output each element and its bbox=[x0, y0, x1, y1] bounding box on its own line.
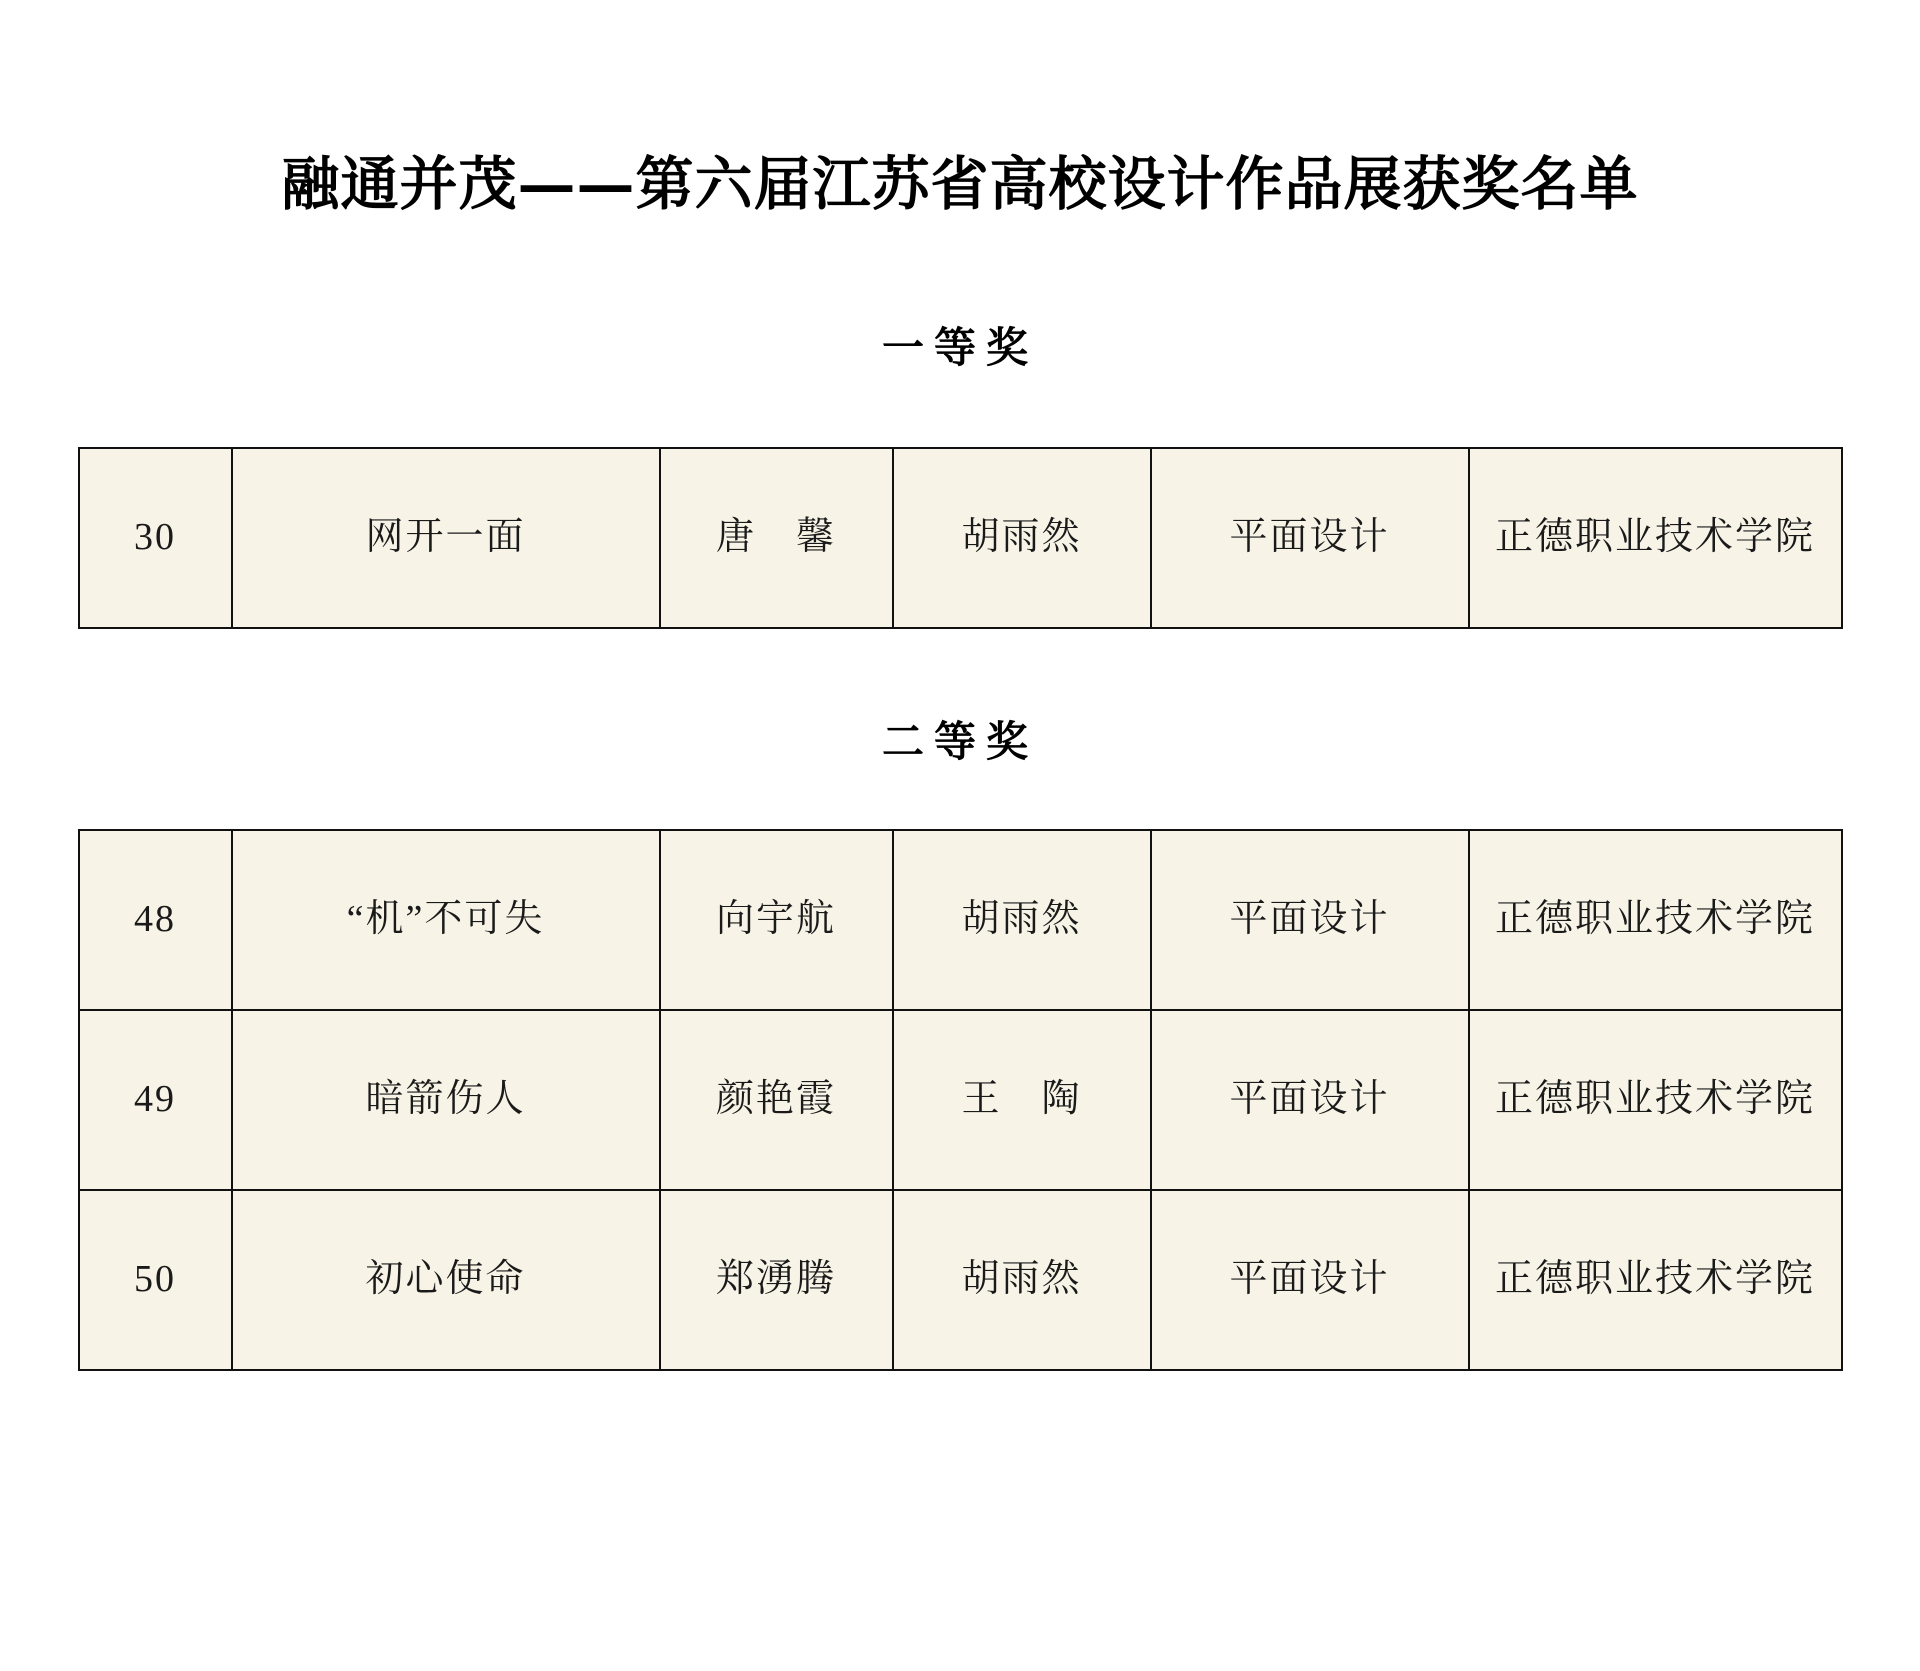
second-prize-table bbox=[78, 829, 1843, 1371]
cell-tutor: 胡雨然 bbox=[893, 1190, 1151, 1370]
cell-tutor: 胡雨然 bbox=[893, 448, 1151, 628]
second-prize-table-wrap bbox=[0, 769, 1920, 1371]
cell-author: 唐 馨 bbox=[660, 448, 893, 628]
table-row bbox=[79, 1190, 1842, 1370]
cell-category: 平面设计 bbox=[1151, 1010, 1469, 1190]
cell-category: 平面设计 bbox=[1151, 830, 1469, 1010]
cell-category: 平面设计 bbox=[1151, 448, 1469, 628]
cell-school: 正德职业技术学院 bbox=[1469, 830, 1842, 1010]
first-prize-table-wrap bbox=[0, 375, 1920, 629]
cell-work-title: 暗箭伤人 bbox=[232, 1010, 660, 1190]
section-heading-second-prize: 二等奖 bbox=[881, 716, 1038, 766]
cell-tutor: 王 陶 bbox=[893, 1010, 1151, 1190]
table-row bbox=[79, 1010, 1842, 1190]
section-heading-first-prize: 一等奖 bbox=[881, 322, 1038, 372]
cell-work-title: “机”不可失 bbox=[232, 830, 660, 1010]
cell-school: 正德职业技术学院 bbox=[1469, 448, 1842, 628]
cell-author: 郑湧腾 bbox=[660, 1190, 893, 1370]
table-row bbox=[79, 830, 1842, 1010]
cell-work-title: 网开一面 bbox=[232, 448, 660, 628]
cell-entry-number: 48 bbox=[79, 830, 232, 1010]
cell-work-title: 初心使命 bbox=[232, 1190, 660, 1370]
cell-school: 正德职业技术学院 bbox=[1469, 1190, 1842, 1370]
cell-author: 向宇航 bbox=[660, 830, 893, 1010]
cell-entry-number: 30 bbox=[79, 448, 232, 628]
cell-tutor: 胡雨然 bbox=[893, 830, 1151, 1010]
cell-school: 正德职业技术学院 bbox=[1469, 1010, 1842, 1190]
cell-category: 平面设计 bbox=[1151, 1190, 1469, 1370]
page-title: 融通并茂——第六届江苏省高校设计作品展获奖名单 bbox=[281, 150, 1639, 218]
cell-entry-number: 50 bbox=[79, 1190, 232, 1370]
table-row bbox=[79, 448, 1842, 628]
cell-author: 颜艳霞 bbox=[660, 1010, 893, 1190]
cell-entry-number: 49 bbox=[79, 1010, 232, 1190]
first-prize-table bbox=[78, 447, 1843, 629]
